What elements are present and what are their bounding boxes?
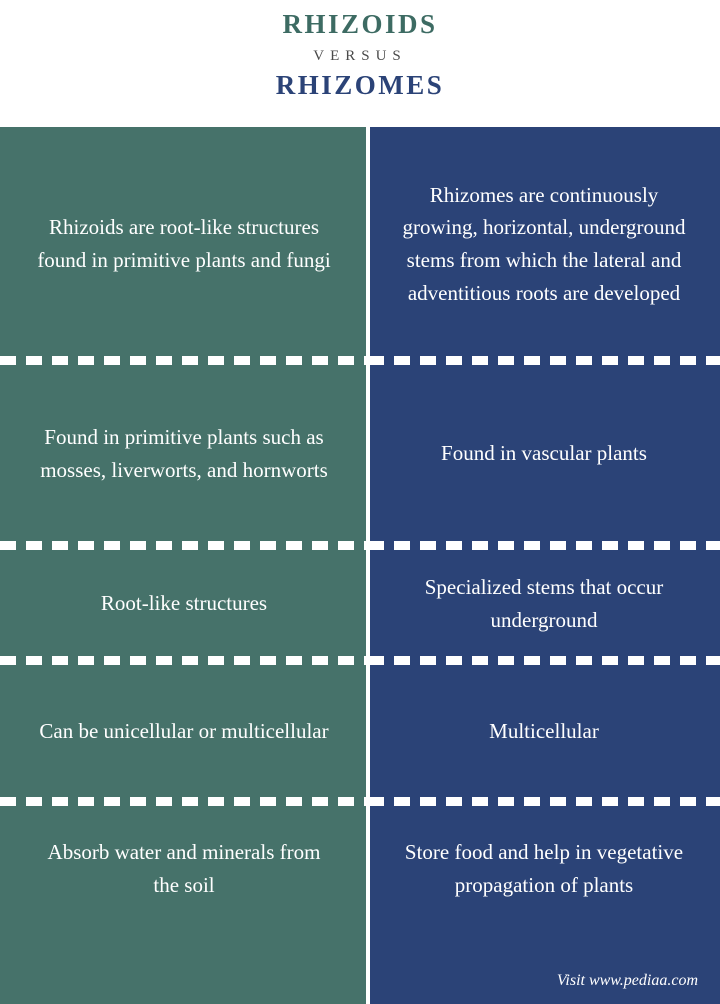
table-cell-right xyxy=(368,361,720,546)
cell-text: Can be unicellular or multicellular xyxy=(39,719,329,744)
table-cell-left xyxy=(0,127,368,361)
cell-text: Absorb water and minerals from the soil xyxy=(47,840,321,897)
table-row xyxy=(0,127,720,361)
table-cell-left xyxy=(0,802,368,1004)
table-row xyxy=(0,661,720,802)
table-cell-right xyxy=(368,546,720,661)
versus-label: VERSUS xyxy=(313,47,407,64)
table-cell-left xyxy=(0,361,368,546)
comparison-table xyxy=(0,127,720,1004)
title-left: RHIZOIDS xyxy=(282,9,438,39)
title-right: RHIZOMES xyxy=(275,69,445,100)
table-cell-right xyxy=(368,661,720,802)
cell-text: Rhizoids are root-like structures found in primitive plants and fungi xyxy=(37,215,331,272)
cell-text: Specialized stems that occur underground xyxy=(424,574,664,632)
cell-text: Rhizomes are continuously growing, horizontal, underground stems from which the lateral and adventitious roots are developed xyxy=(402,182,686,305)
source-credit: Visit www.pediaa.com xyxy=(556,972,698,989)
cell-text: Multicellular xyxy=(489,719,599,744)
table-row xyxy=(0,546,720,661)
table-cell-left xyxy=(0,546,368,661)
cell-text: Found in vascular plants xyxy=(441,441,647,466)
infographic-header xyxy=(0,0,720,127)
table-row xyxy=(0,361,720,546)
cell-text: Store food and help in vegetative propagation of plants xyxy=(404,840,684,897)
cell-text: Root-like structures xyxy=(100,591,268,616)
table-cell-right xyxy=(368,127,720,361)
table-cell-left xyxy=(0,661,368,802)
cell-text: Found in primitive plants such as mosses, liverworts, and hornworts xyxy=(40,424,328,482)
column-divider xyxy=(366,127,370,1004)
